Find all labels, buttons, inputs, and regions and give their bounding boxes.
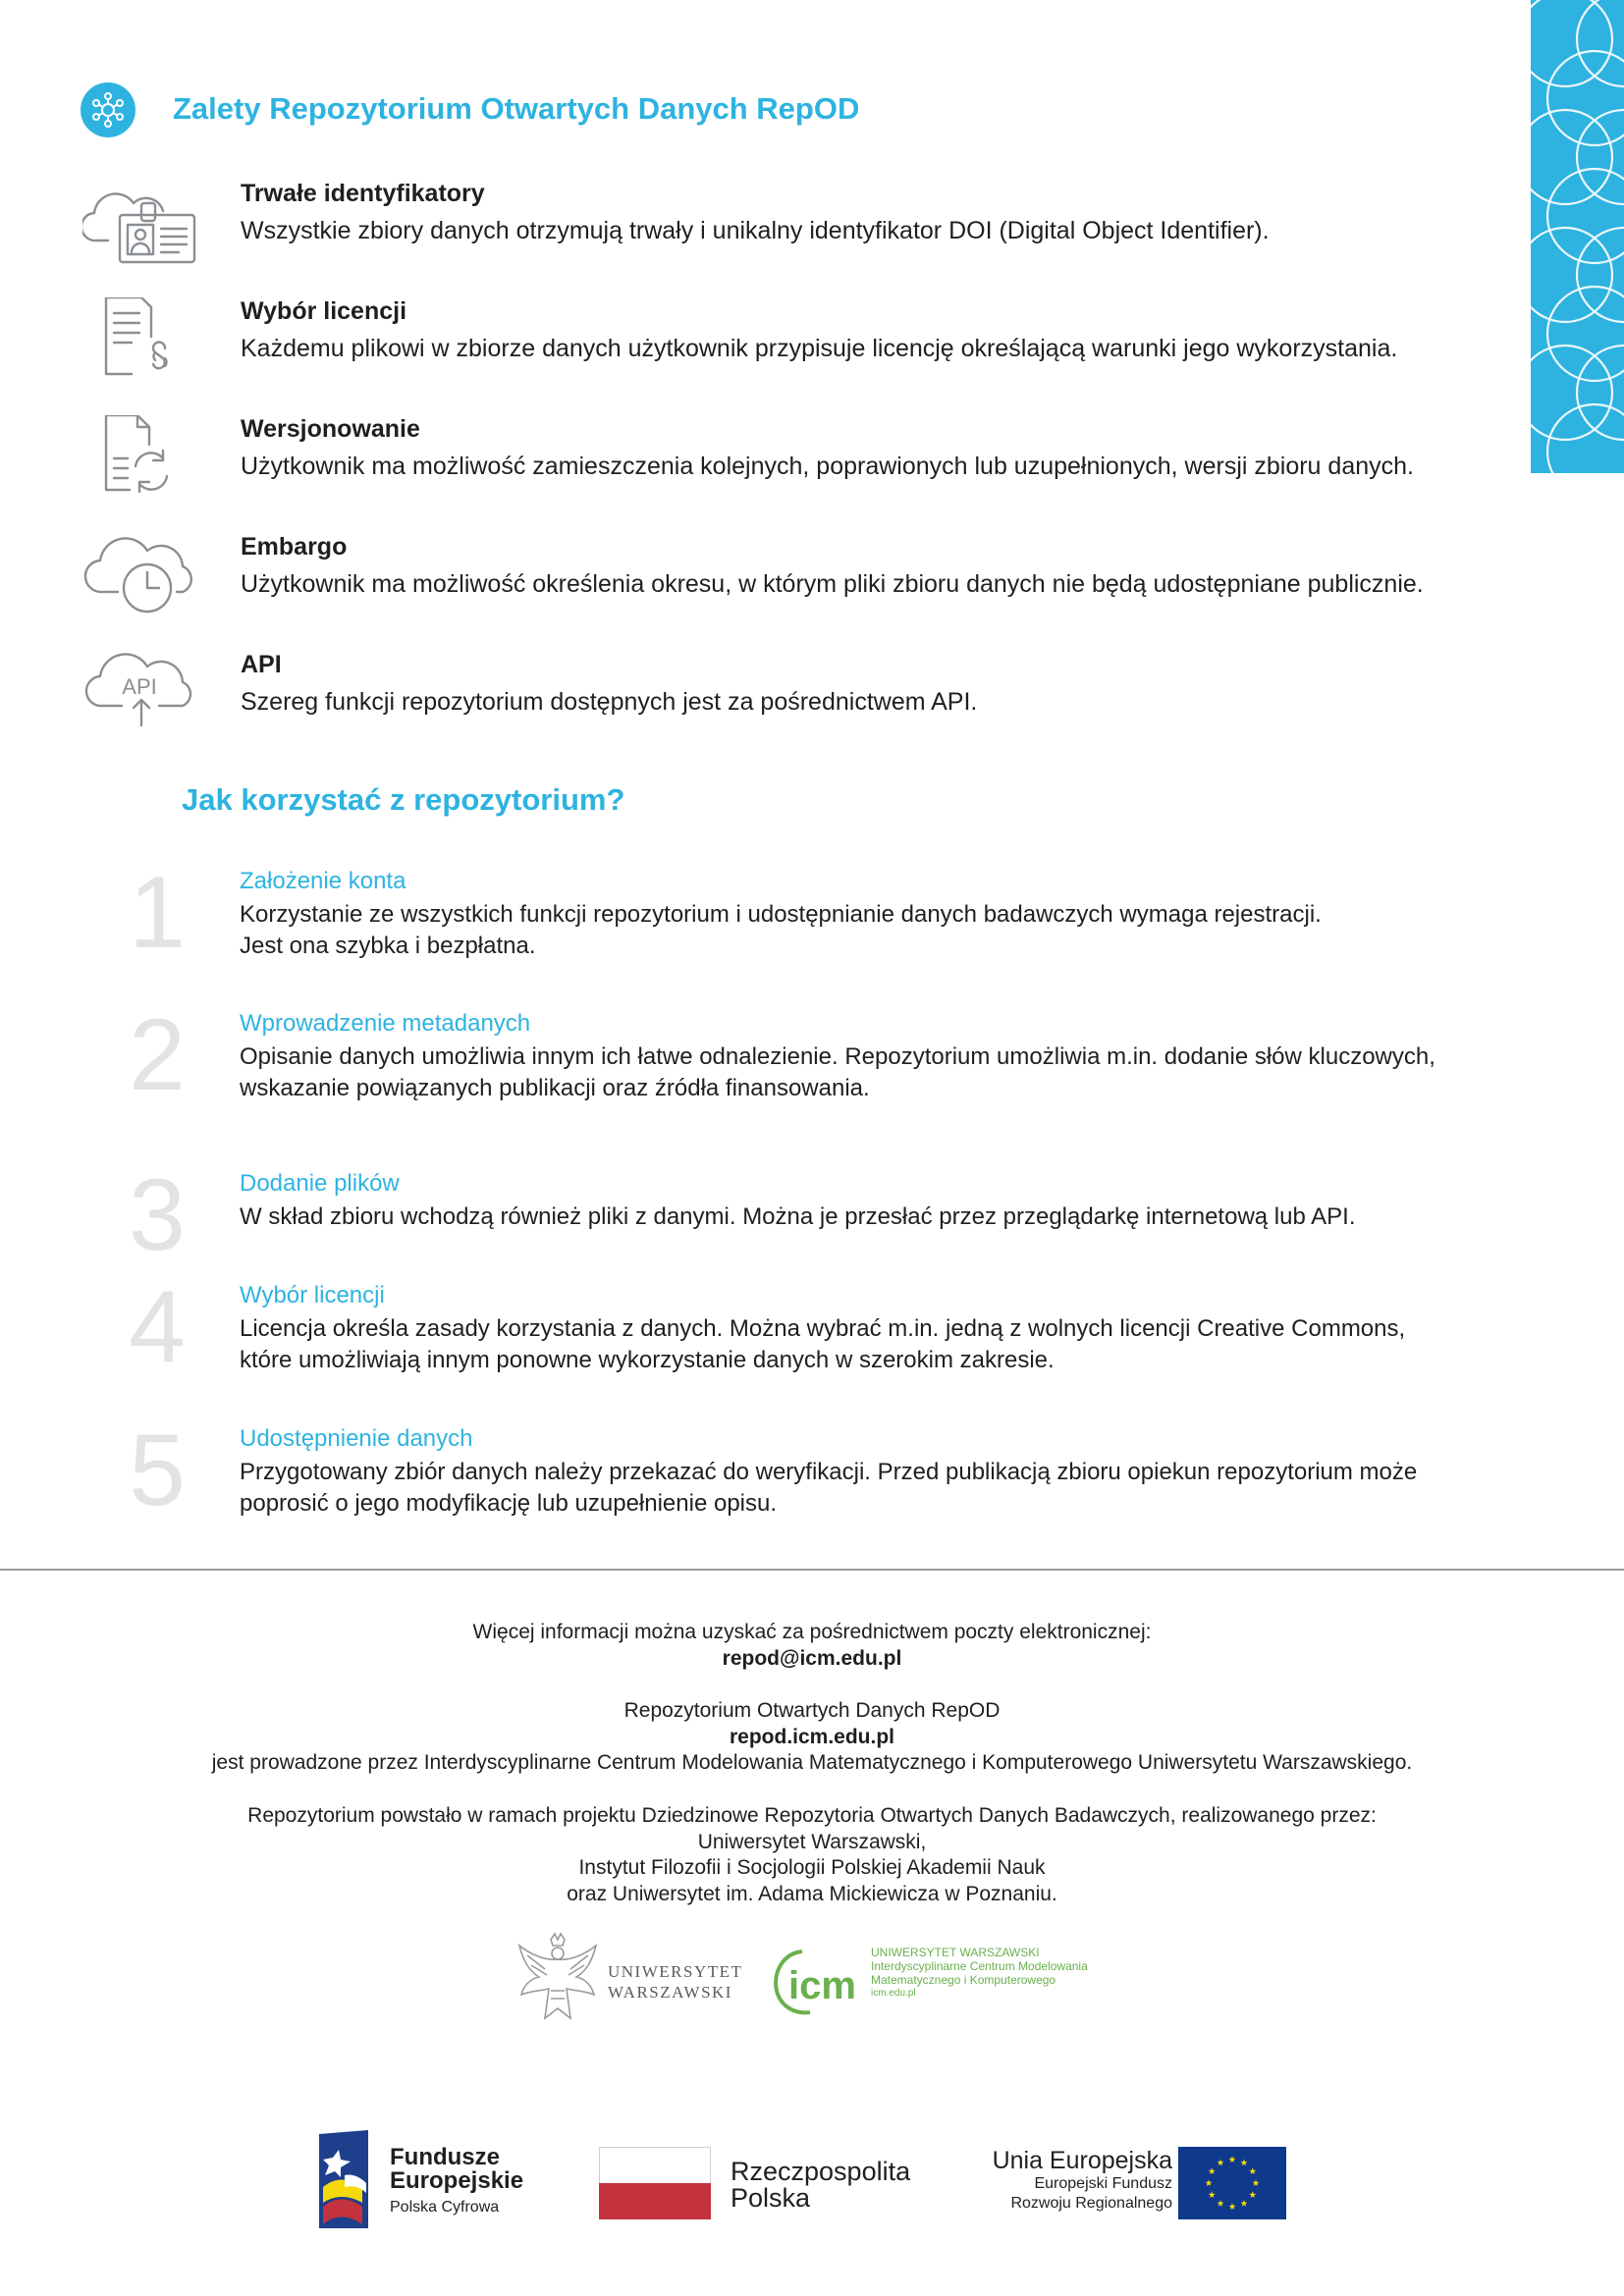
feature-title: Wybór licencji xyxy=(241,297,407,325)
ue-logo-line: Rozwoju Regionalnego xyxy=(1010,2195,1172,2212)
feature-title: Trwałe identyfikatory xyxy=(241,180,485,207)
icm-mark-text: icm xyxy=(788,1964,856,2007)
fe-star-icon xyxy=(319,2130,372,2228)
fe-logo-line: Fundusze xyxy=(390,2144,500,2170)
decorative-circles-pattern xyxy=(1531,0,1624,473)
feature-description: Użytkownik ma możliwość określenia okresu, w którym pliki zbioru danych nie będą udostępniane publicznie. xyxy=(241,570,1424,598)
step-line: Jest ona szybka i bezpłatna. xyxy=(240,933,536,959)
document-refresh-icon xyxy=(82,415,200,523)
footer-run-by: jest prowadzone przez Interdyscyplinarne Centrum Modelowania Matematycznego i Komputerowego Uniwersytetu Warszawskiego. xyxy=(211,1751,1413,1774)
step-number: 4 xyxy=(129,1270,186,1384)
network-icon xyxy=(81,82,135,137)
step-title: Wybór licencji xyxy=(240,1282,385,1308)
step-title: Założenie konta xyxy=(240,868,406,894)
step-line: wskazanie powiązanych publikacji oraz źródła finansowania. xyxy=(240,1075,870,1101)
icm-mark-icon xyxy=(771,1944,861,2018)
step-description xyxy=(240,1041,1614,1104)
feature-embargo xyxy=(82,533,1536,641)
uw-logo-line: UNIWERSYTET xyxy=(608,1962,743,1981)
icm-logo-line: Matematycznego i Komputerowego xyxy=(871,1973,1056,1987)
howto-title: Jak korzystać z repozytorium? xyxy=(182,782,625,817)
eu-flag-icon xyxy=(1178,2147,1286,2219)
step-description xyxy=(240,1313,1614,1376)
step-title: Dodanie plików xyxy=(240,1170,400,1197)
unia-europejska-logo xyxy=(962,2143,1306,2221)
footer-repo xyxy=(0,1698,1624,1777)
page-title: Zalety Repozytorium Otwartych Danych RepOD xyxy=(173,91,860,126)
step-number: 3 xyxy=(129,1158,186,1272)
feature-title: API xyxy=(241,651,282,678)
footer-project-line: Repozytorium powstało w ramach projektu Dziedzinowe Repozytoria Otwartych Danych Badawczych, realizowanego przez: xyxy=(247,1804,1377,1827)
step-description xyxy=(240,1457,1614,1520)
footer-repo-link[interactable]: repod.icm.edu.pl xyxy=(729,1725,895,1748)
step-title: Udostępnienie danych xyxy=(240,1425,473,1452)
feature-api xyxy=(82,651,1536,759)
cloud-api-icon xyxy=(82,651,200,759)
footer-project-line: Uniwersytet Warszawski, xyxy=(697,1830,927,1853)
fe-logo-line: Polska Cyfrowa xyxy=(390,2199,500,2216)
footer-project-line: Instytut Filozofii i Socjologii Polskiej Akademii Nauk xyxy=(578,1856,1046,1879)
icm-logo-line: Interdyscyplinarne Centrum Modelowania xyxy=(871,1959,1088,1973)
step-line: Przygotowany zbiór danych należy przekazać do weryfikacji. Przed publikacją zbioru opiekun repozytorium może xyxy=(240,1459,1418,1485)
icm-logo xyxy=(771,1944,1124,2022)
feature-title: Wersjonowanie xyxy=(241,415,420,443)
feature-versioning xyxy=(82,415,1536,523)
footer-info: Więcej informacji można uzyskać za pośrednictwem poczty elektronicznej: xyxy=(472,1621,1152,1643)
fe-logo-line: Europejskie xyxy=(390,2167,524,2194)
icm-logo-line: icm.edu.pl xyxy=(871,1988,916,1999)
rzeczpospolita-polska-logo xyxy=(599,2147,923,2219)
feature-license-choice xyxy=(82,297,1536,405)
step-line: które umożliwiają innym ponowne wykorzystanie danych w szerokim zakresie. xyxy=(240,1347,1055,1373)
step-line: Opisanie danych umożliwia innym ich łatwe odnalezienie. Repozytorium umożliwia m.in. dodanie słów kluczowych, xyxy=(240,1043,1435,1070)
cloud-clock-icon xyxy=(82,533,200,641)
footer-project-line: oraz Uniwersytet im. Adama Mickiewicza w Poznaniu. xyxy=(567,1882,1057,1905)
eagle-emblem-icon xyxy=(515,1932,600,2026)
footer-email-link[interactable]: repod@icm.edu.pl xyxy=(722,1646,902,1670)
step-line: Licencja określa zasady korzystania z danych. Można wybrać m.in. jedną z wolnych licencji Creative Commons, xyxy=(240,1315,1406,1342)
step-line: Korzystanie ze wszystkich funkcji repozytorium i udostępnianie danych badawczych wymaga rejestracji. xyxy=(240,901,1322,928)
step-description xyxy=(240,899,1614,962)
icm-logo-line: UNIWERSYTET WARSZAWSKI xyxy=(871,1946,1040,1959)
feature-description: Szereg funkcji repozytorium dostępnych jest za pośrednictwem API. xyxy=(241,688,978,716)
step-number: 5 xyxy=(129,1414,186,1527)
feature-description: Użytkownik ma możliwość zamieszczenia kolejnych, poprawionych lub uzupełnionych, wersji zbioru danych. xyxy=(241,453,1414,480)
divider xyxy=(0,1569,1624,1571)
polish-flag-icon xyxy=(599,2147,711,2219)
api-icon-text: API xyxy=(122,674,157,699)
document-paragraph-icon xyxy=(82,297,200,405)
ue-logo-line: Europejski Fundusz xyxy=(1034,2175,1172,2192)
feature-description: Wszystkie zbiory danych otrzymują trwały i unikalny identyfikator DOI (Digital Object Identifier). xyxy=(241,217,1270,244)
step-number: 2 xyxy=(129,998,186,1112)
feature-description: Każdemu plikowi w zbiorze danych użytkownik przypisuje licencję określającą warunki jego wykorzystania. xyxy=(241,335,1398,362)
step-line: W skład zbioru wchodzą również pliki z danymi. Można je przesłać przez przeglądarkę internetową lub API. xyxy=(240,1203,1356,1230)
rp-logo-line: Rzeczpospolita xyxy=(731,2157,911,2186)
footer-repo-name: Repozytorium Otwartych Danych RepOD xyxy=(623,1699,1001,1722)
id-card-cloud-icon xyxy=(82,180,200,288)
rp-logo-line: Polska xyxy=(731,2183,811,2213)
feature-title: Embargo xyxy=(241,533,348,561)
step-title: Wprowadzenie metadanych xyxy=(240,1010,531,1037)
step-description xyxy=(240,1201,1614,1233)
ue-logo-line: Unia Europejska xyxy=(992,2147,1172,2174)
step-number: 1 xyxy=(129,856,186,970)
fundusze-europejskie-logo xyxy=(319,2130,555,2228)
uw-logo xyxy=(515,1932,741,2026)
footer-contact xyxy=(0,1620,1624,1672)
feature-persistent-identifiers xyxy=(82,180,1536,288)
uw-logo-line: WARSZAWSKI xyxy=(608,1983,732,2002)
footer-project xyxy=(0,1803,1624,1907)
step-line: poprosić o jego modyfikację lub uzupełnienie opisu. xyxy=(240,1490,778,1517)
